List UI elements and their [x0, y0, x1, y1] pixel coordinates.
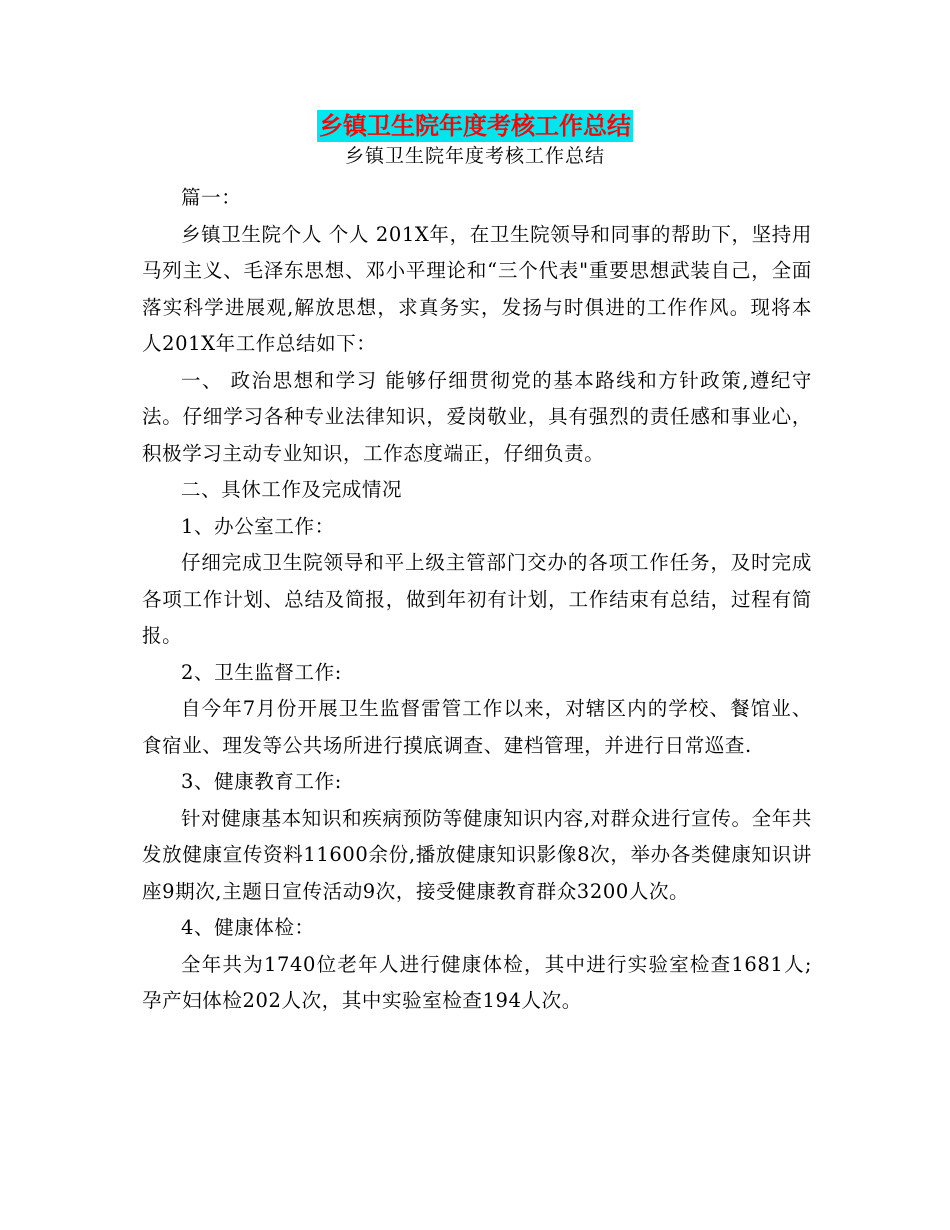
paragraph-office-work: 仔细完成卫生院领导和平上级主管部门交办的各项工作任务，及时完成各项工作计划、总结及简报，做到年初有计划，工作结束有总结，过程有简报。	[142, 551, 812, 647]
document-body	[142, 180, 812, 1020]
paragraph-health-checkup: 全年共为1740位老年人进行健康体检，其中进行实验室检查1681人;孕产妇体检202人次，其中实验室检查194人次。	[142, 952, 812, 1012]
paragraph-political-study: 一、 政治思想和学习 能够仔细贯彻党的基本路线和方针政策,遵纪守法。仔细学习各种专业法律知识，爱岗敬业，具有强烈的责任感和事业心，积极学习主动专业知识，工作态度端正，仔细负责。	[142, 368, 812, 465]
title-container	[0, 110, 950, 142]
subheading-health-education: 3、健康教育工作:	[181, 770, 342, 793]
paragraph-intro: 乡镇卫生院个人 个人 201X年，在卫生院领导和同事的帮助下，坚持用马列主义、毛泽东思想、邓小平理论和“三个代表"重要思想武装自己，全面落实科学进展观,解放思想，求真务实，发扬与时俱进的工作作风。现将本人201X年工作总结如下：	[142, 222, 812, 355]
subheading-health-supervision: 2、卫生监督工作:	[181, 660, 342, 684]
document-title: 乡镇卫生院年度考核工作总结	[319, 112, 631, 140]
subheading-health-checkup: 4、健康体检：	[181, 916, 315, 939]
paragraph-health-supervision: 自今年7月份开展卫生监督雷管工作以来，对辖区内的学校、餐馆业、食宿业、理发等公共场所进行摸底调查、建档管理，并进行日常巡查.	[142, 697, 812, 757]
paragraph-health-education: 针对健康基本知识和疾病预防等健康知识内容,对群众进行宣传。全年共发放健康宣传资料11600余份,播放健康知识影像8次，举办各类健康知识讲座9期次,主题日宣传活动9次，接受健康教育群众3200人次。	[142, 806, 812, 903]
document-subtitle: 乡镇卫生院年度考核工作总结	[344, 145, 605, 167]
paragraph-part-heading: 篇一：	[181, 186, 242, 209]
subheading-office-work: 1、办公室工作：	[181, 514, 335, 538]
section-heading-work: 二、具休工作及完成情况	[181, 478, 403, 501]
